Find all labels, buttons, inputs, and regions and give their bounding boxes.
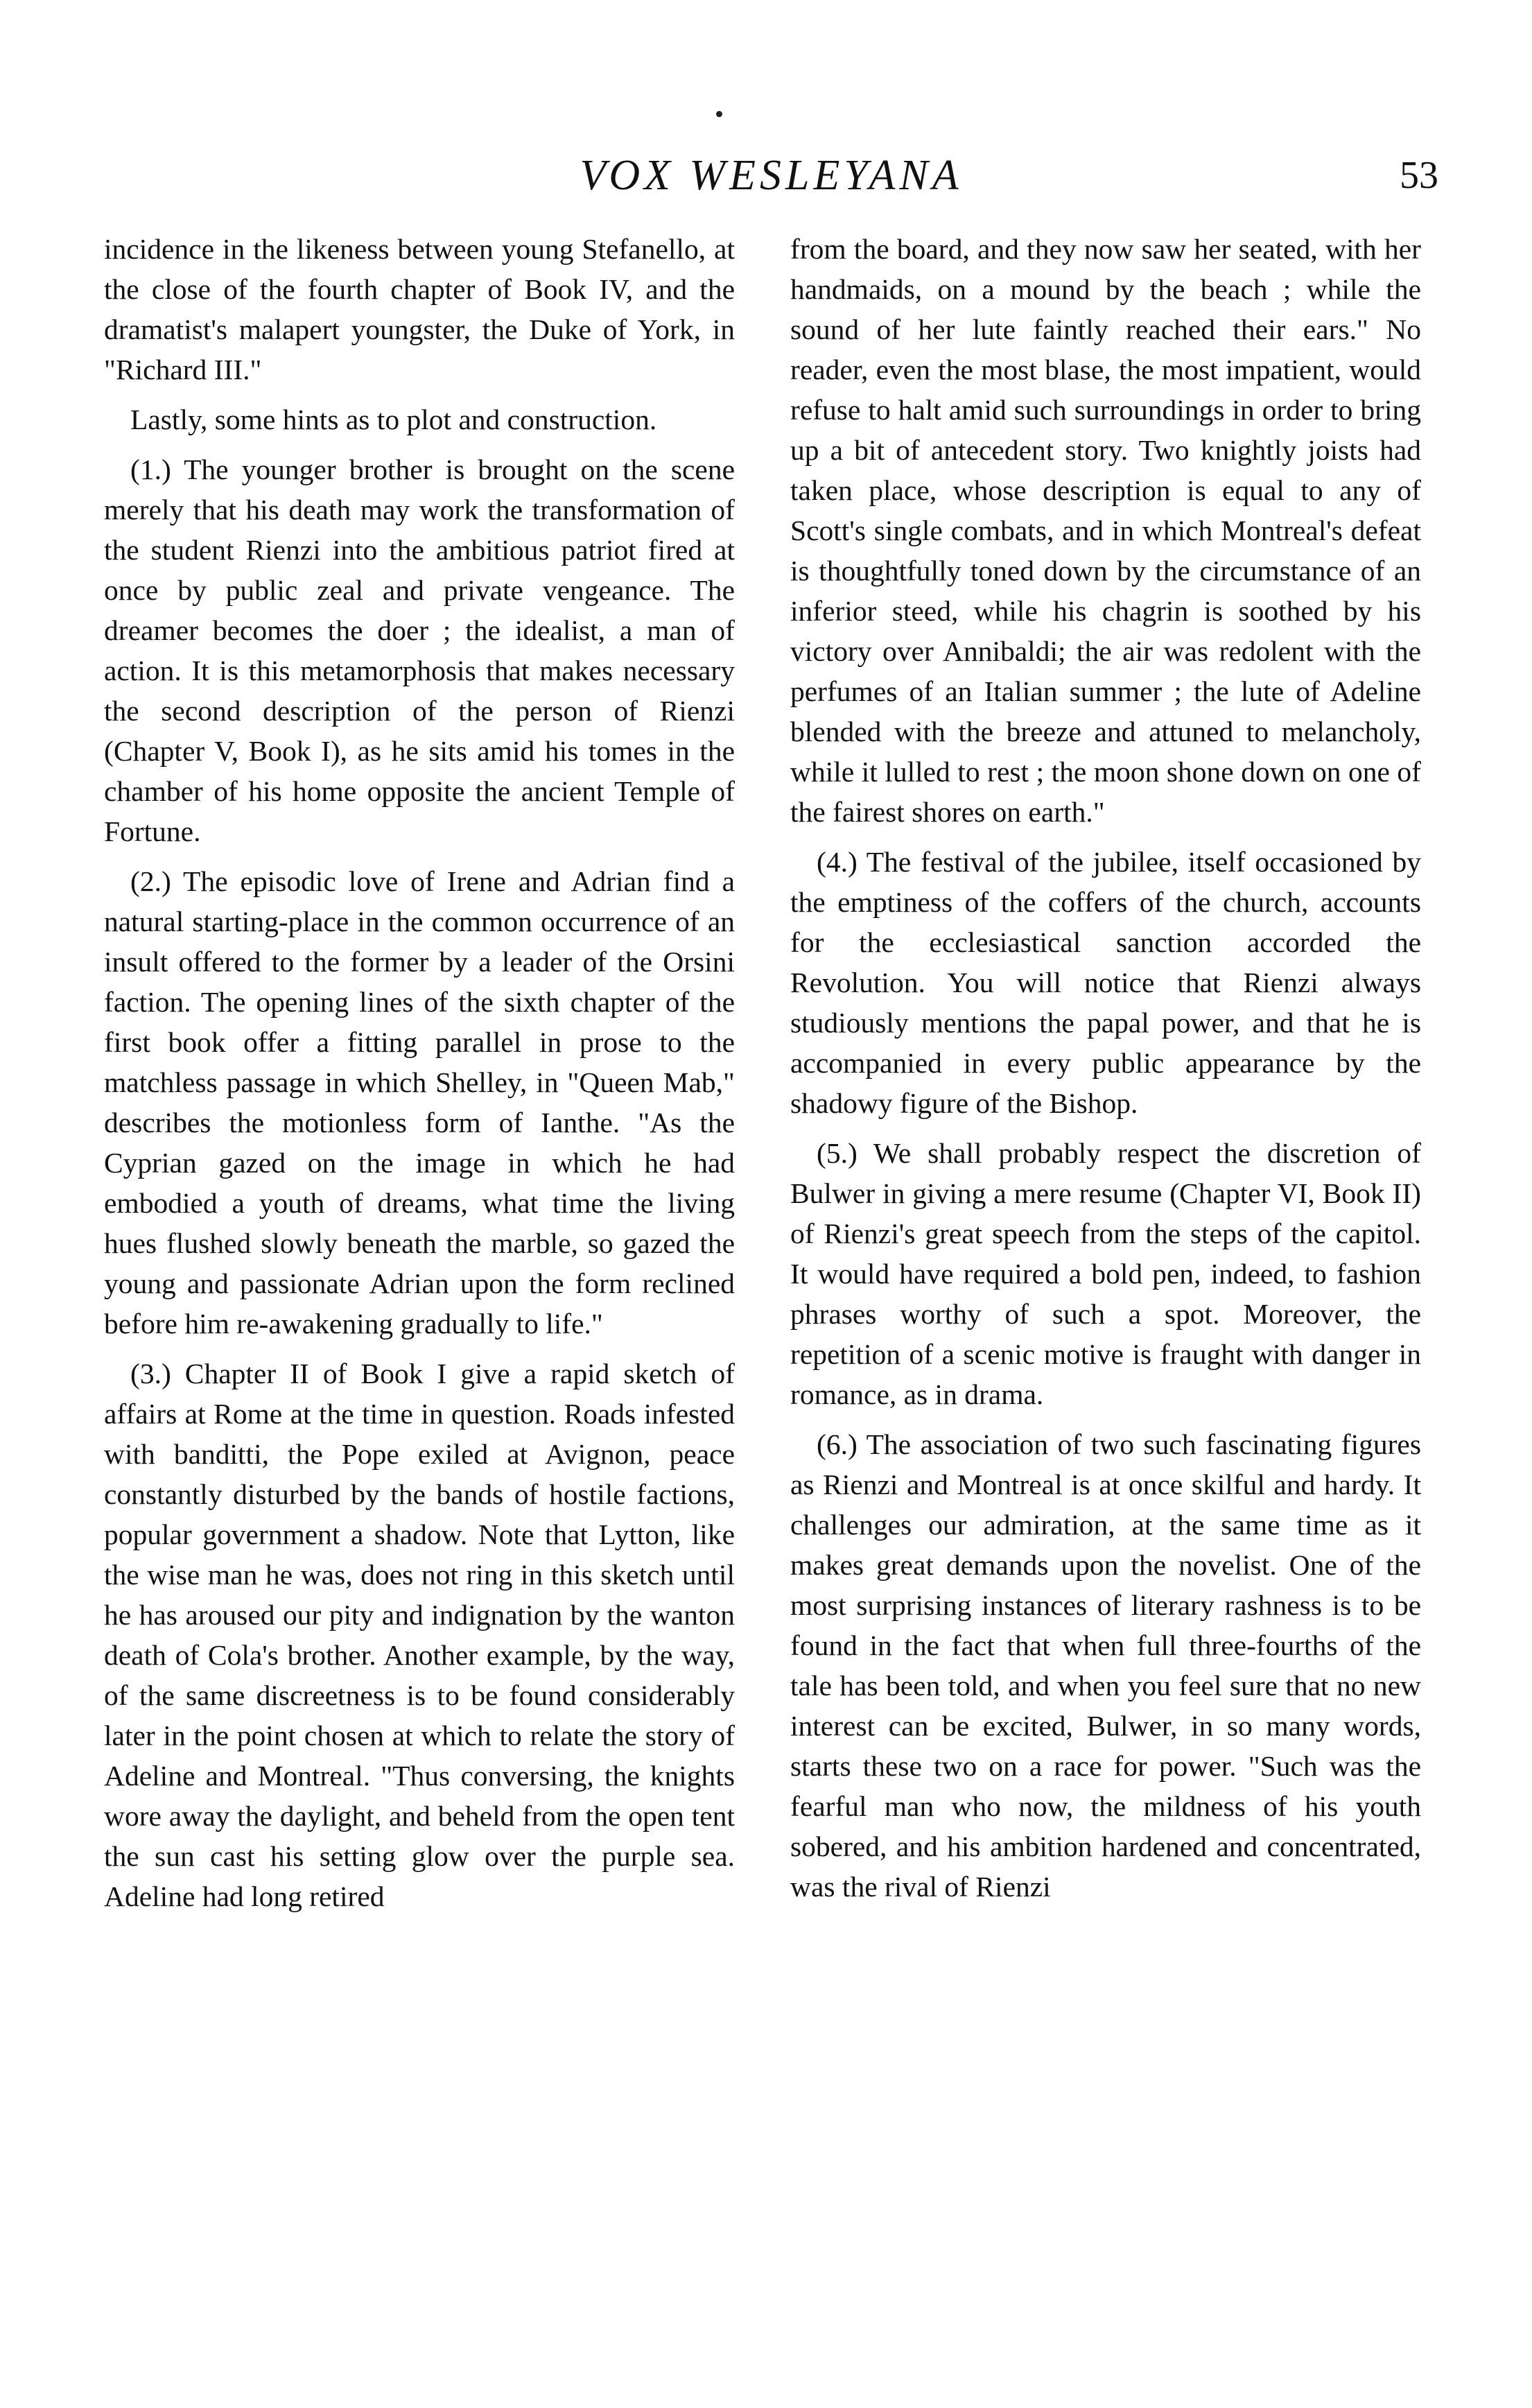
paragraph: (2.) The episodic love of Irene and Adrian find a natural starting-place in the common occurrence of an insult offered to the former by a leader of the Orsini faction. The opening lines of the sixth chapter of the first book offer a fitting parallel in prose to the matchless passage in which Shelley, in "Queen Mab," describes the motionless form of Ianthe. "As the Cyprian gazed on the image in which he had embodied a youth of dreams, what time the living hues flushed slowly beneath the marble, so gazed the young and passionate Adrian upon the form reclined before him re-awakening gradually to life." [104, 865, 735, 1340]
ornament-dot [716, 111, 722, 117]
paragraph: (3.) Chapter II of Book I give a rapid sketch of affairs at Rome at the time in question. Roads infested with banditti, the Pope exiled at Avignon, peace constantly disturbed by the bands of hostile factions, popular government a shadow. Note that Lytton, like the wise man he was, does not ring in this sketch until he has aroused our pity and indignation by the wanton death of Cola's brother. Another example, by the way, of the same discreetness is to be found considerably later in the point chosen at which to relate the story of Adeline and Montreal. "Thus conversing, the knights wore away the daylight, and beheld from the open tent the sun cast his setting glow over the purple sea. Adeline had long retired [104, 1358, 735, 1912]
right-column [790, 229, 1421, 1916]
paragraph: (5.) We shall probably respect the discretion of Bulwer in giving a mere resume (Chapter VI, Book II) of Rienzi's great speech from the steps of the capitol. It would have required a bold pen, indeed, to fashion phrases worthy of such a spot. Moreover, the repetition of a scenic motive is fraught with danger in romance, as in drama. [790, 1137, 1421, 1410]
page-header [104, 137, 1438, 214]
paragraph: (6.) The association of two such fascinating figures as Rienzi and Montreal is at once skilful and hardy. It challenges our admiration, at the same time as it makes great demands upon the novelist. One of the most surprising instances of literary rashness is to be found in the fact that when full three-fourths of the tale has been told, and when you feel sure that no new interest can be excited, Bulwer, in so many words, starts these two on a race for power. "Such was the fearful man who now, the mildness of his youth sobered, and his ambition hardened and concentrated, was the rival of Rienzi [790, 1428, 1421, 1903]
page-number: 53 [1400, 154, 1438, 197]
running-title: VOX WESLEYANA [580, 152, 963, 199]
paragraph: from the board, and they now saw her seated, with her handmaids, on a mound by the beach ; while the sound of her lute faintly reached their ears." No reader, even the most blase, the most impatient, would refuse to halt amid such surroundings in order to bring up a bit of antecedent story. Two knightly joists had taken place, whose description is equal to any of Scott's single combats, and in which Montreal's defeat is thoughtfully toned down by the circumstance of an inferior steed, while his chagrin is soothed by his victory over Annibaldi; the air was redolent with the perfumes of an Italian summer ; the lute of Adeline blended with the breeze and attuned to melancholy, while it lulled to rest ; the moon shone down on one of the fairest shores on earth." [790, 233, 1421, 828]
paragraph: incidence in the likeness between young Stefanello, at the close of the fourth chapter of Book IV, and the dramatist's malapert youngster, the Duke of York, in "Richard III." [104, 233, 735, 386]
paragraph: (4.) The festival of the jubilee, itself occasioned by the emptiness of the coffers of the church, accounts for the ecclesiastical sanction accorded the Revolution. You will notice that Rienzi always studiously mentions the papal power, and that he is accompanied in every public appearance by the shadowy figure of the Bishop. [790, 846, 1421, 1119]
left-column [104, 229, 735, 1926]
paragraph: Lastly, some hints as to plot and construction. [130, 404, 657, 435]
paragraph: (1.) The younger brother is brought on the scene merely that his death may work the transformation of the student Rienzi into the ambitious patriot fired at once by public zeal and private vengeance. The dreamer becomes the doer ; the idealist, a man of action. It is this metamorphosis that makes necessary the second description of the person of Rienzi (Chapter V, Book I), as he sits amid his tomes in the chamber of his home opposite the ancient Temple of Fortune. [104, 453, 735, 847]
